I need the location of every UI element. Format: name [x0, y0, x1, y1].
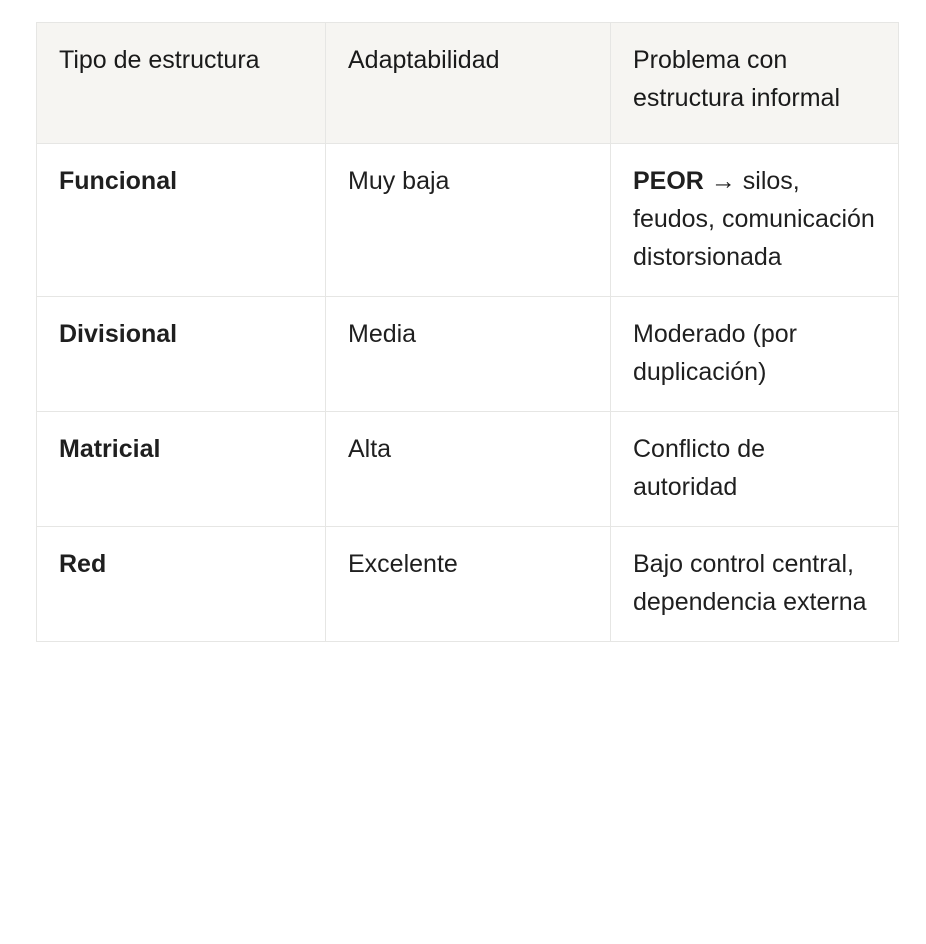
cell-problema-text: silos, feudos, comunicación distorsionada — [633, 167, 875, 271]
cell-problema-emphasis: PEOR — [633, 167, 704, 195]
cell-tipo: Red — [37, 527, 326, 642]
table-body — [37, 144, 899, 642]
table-row — [37, 412, 899, 527]
column-header-adaptabilidad: Adaptabilidad — [326, 23, 611, 144]
arrow-glyph: → — [710, 167, 736, 195]
table-row — [37, 144, 899, 297]
table-header-row — [37, 23, 899, 144]
cell-problema — [611, 144, 899, 297]
cell-problema: Conflicto de autoridad — [611, 412, 899, 527]
structure-comparison-table — [36, 22, 899, 642]
cell-adaptabilidad: Media — [326, 297, 611, 412]
column-header-problema: Problema con estructura informal — [611, 23, 899, 144]
cell-tipo: Funcional — [37, 144, 326, 297]
table-row — [37, 297, 899, 412]
cell-problema: Bajo control central, dependencia externa — [611, 527, 899, 642]
cell-tipo: Divisional — [37, 297, 326, 412]
column-header-tipo-de-estructura: Tipo de estructura — [37, 23, 326, 144]
cell-adaptabilidad: Muy baja — [326, 144, 611, 297]
table-row — [37, 527, 899, 642]
cell-adaptabilidad: Excelente — [326, 527, 611, 642]
cell-tipo: Matricial — [37, 412, 326, 527]
cell-problema: Moderado (por duplicación) — [611, 297, 899, 412]
cell-adaptabilidad: Alta — [326, 412, 611, 527]
table-header — [37, 23, 899, 144]
